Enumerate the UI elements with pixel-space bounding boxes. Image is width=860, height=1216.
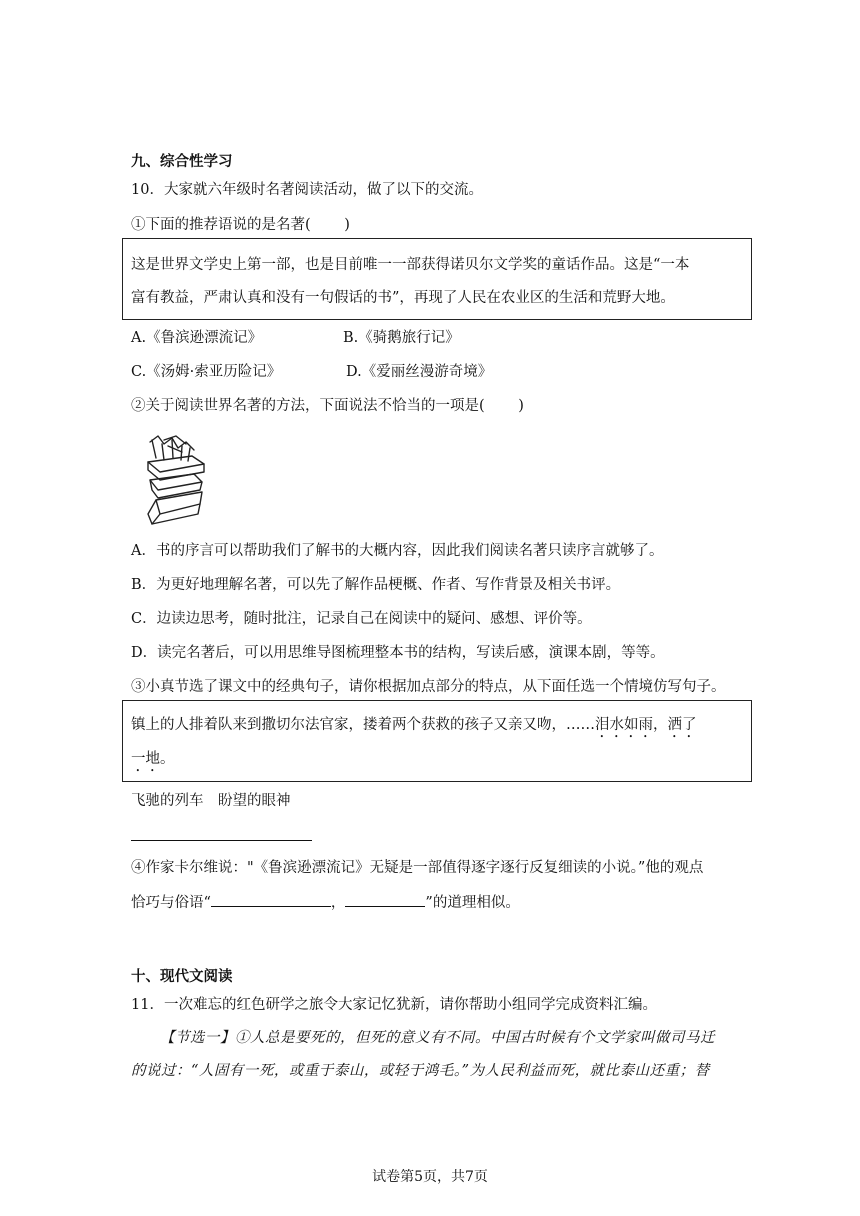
- excerpt-line1: 【节选一】①人总是要死的，但死的意义有不同。中国古时候有个文学家叫做司马迁: [160, 1030, 715, 1046]
- sub2-option-b[interactable]: B．为更好地理解名著，可以先了解作品梗概、作者、写作背景及相关书评。: [131, 577, 621, 593]
- sub1-option-d[interactable]: D.《爱丽丝漫游奇境》: [346, 364, 493, 380]
- sub1-quote-box: [122, 238, 752, 320]
- section10-heading: 十、现代文阅读: [131, 968, 233, 985]
- sub3-scenarios: 飞驰的列车 盼望的眼神: [131, 793, 291, 809]
- sub1-prompt: ①下面的推荐语说的是名著( ): [131, 217, 350, 233]
- proverb-blank-2[interactable]: [345, 892, 425, 907]
- sub3-quote-line2-end: 。: [160, 751, 175, 767]
- sub1-option-b[interactable]: B.《骑鹅旅行记》: [343, 330, 460, 346]
- sub2-option-c[interactable]: C．边读边思考，随时批注，记录自己在阅读中的疑问、感想、评价等。: [131, 611, 592, 627]
- sub3-prompt: ③小真节选了课文中的经典句子，请你根据加点部分的特点，从下面任选一个情境仿写句子。: [131, 679, 726, 695]
- sub2-option-d[interactable]: D．读完名著后，可以用思维导图梳理整本书的结构，写读后感，演课本剧，等等。: [131, 645, 665, 661]
- sub3-quote-line2: [131, 749, 175, 775]
- sub2-prompt: ②关于阅读世界名著的方法，下面说法不恰当的一项是( ): [131, 398, 524, 414]
- sub4-line2-comma: ，: [330, 895, 346, 911]
- page-footer: 试卷第5页，共7页: [372, 1169, 488, 1185]
- sub3-quote-line1-emphasis: 泪水如雨，洒了: [595, 717, 697, 733]
- book-stack-illustration: [142, 434, 208, 526]
- sub3-quote-box: [122, 700, 752, 782]
- section9-heading: 九、综合性学习: [131, 153, 233, 170]
- sub1-quote-line1: 这是世界文学史上第一部，也是目前唯一一部获得诺贝尔文学奖的童话作品。这是“一本: [131, 257, 690, 273]
- sub1-quote-line2: 富有教益，严肃认真和没有一句假话的书”，再现了人民在农业区的生活和荒野大地。: [131, 290, 675, 306]
- sub4-line2: [131, 892, 520, 913]
- sub4-line2-start: 恰巧与俗语“: [131, 895, 211, 911]
- q10-stem: 10．大家就六年级时名著阅读活动，做了以下的交流。: [131, 182, 483, 198]
- excerpt-line2: 的说过：“人固有一死，或重于泰山，或轻于鸿毛。”为人民利益而死，就比泰山还重；替: [131, 1063, 710, 1079]
- q11-stem: 11．一次难忘的红色研学之旅令大家记忆犹新，请你帮助小组同学完成资料汇编。: [131, 997, 657, 1013]
- sub1-option-a[interactable]: A.《鲁滨逊漂流记》: [131, 330, 263, 346]
- sub1-option-c[interactable]: C.《汤姆·索亚历险记》: [131, 364, 282, 380]
- sub3-quote-line1: [131, 715, 697, 741]
- proverb-blank-1[interactable]: [211, 892, 331, 907]
- sub3-answer-blank[interactable]: [131, 840, 312, 841]
- sub3-quote-line2-emphasis: 一地: [131, 751, 160, 767]
- sub4-line2-end: ”的道理相似。: [425, 895, 520, 911]
- sub4-line1: ④作家卡尔维说："《鲁滨逊漂流记》无疑是一部值得逐字逐行反复细读的小说。”他的观点: [131, 860, 704, 876]
- sub2-option-a[interactable]: A．书的序言可以帮助我们了解书的大概内容，因此我们阅读名著只读序言就够了。: [131, 543, 664, 559]
- sub3-quote-line1-plain: 镇上的人排着队来到撒切尔法官家，搂着两个获救的孩子又亲又吻，……: [131, 717, 595, 733]
